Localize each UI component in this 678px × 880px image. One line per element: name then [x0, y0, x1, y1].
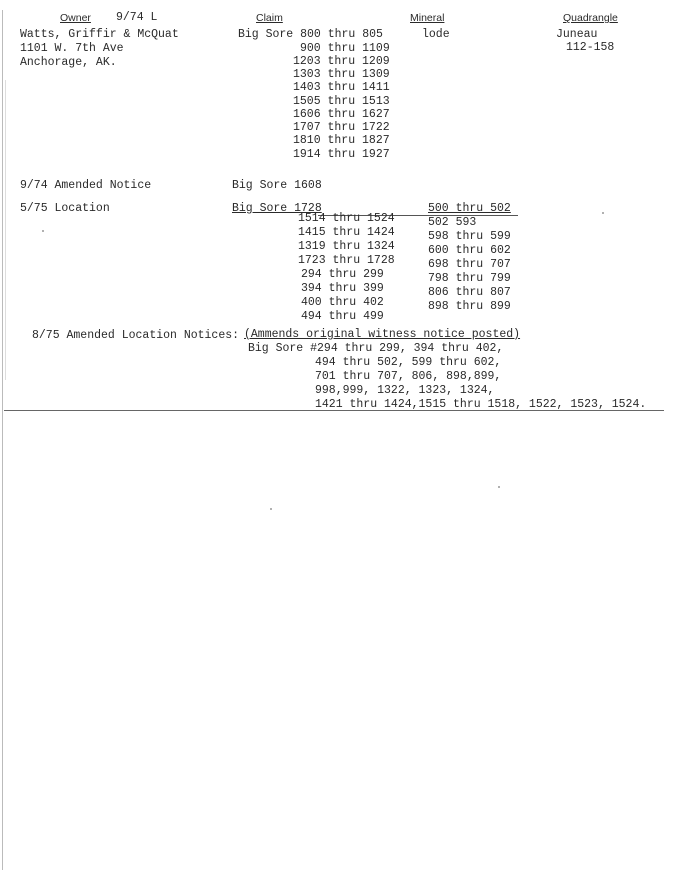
location-range: 400 thru 402: [301, 296, 384, 309]
date-mark: 9/74 L: [116, 11, 158, 24]
amended-notice-claim: Big Sore 1608: [232, 179, 322, 192]
location-range: 1415 thru 1424: [298, 226, 395, 239]
claim-line: 1810 thru 1827: [293, 134, 390, 147]
location-range-right: 600 thru 602: [428, 244, 511, 257]
scan-speck: [602, 212, 604, 214]
claim-line: 1606 thru 1627: [293, 108, 390, 121]
claim-header: Claim: [256, 12, 283, 24]
location-range-right: 698 thru 707: [428, 258, 511, 271]
claim-line: 1505 thru 1513: [293, 95, 390, 108]
location-range-right: 502 593: [428, 216, 477, 229]
location-range: 1514 thru 1524: [298, 212, 395, 225]
location-range-right: 500 thru 502: [428, 202, 511, 215]
scan-speck: [270, 508, 272, 510]
scan-margin-line: [5, 80, 6, 380]
scan-margin-line: [2, 10, 3, 870]
amended-notice-label: 9/74 Amended Notice: [20, 179, 152, 192]
scan-speck: [42, 230, 44, 232]
quadrangle-name: Juneau: [556, 28, 598, 41]
amended-location-line: Big Sore #294 thru 299, 394 thru 402,: [248, 342, 504, 355]
quadrangle-header: Quadrangle: [563, 12, 618, 24]
scan-speck: [498, 486, 500, 488]
claim-line: Big Sore 800 thru 805: [238, 28, 383, 41]
location-range: 1723 thru 1728: [298, 254, 395, 267]
amended-location-line: 1421 thru 1424,1515 thru 1518, 1522, 1523, 1524.: [315, 398, 647, 411]
location-label: 5/75 Location: [20, 202, 110, 215]
location-range-right: 898 thru 899: [428, 300, 511, 313]
location-range-right: 798 thru 799: [428, 272, 511, 285]
claim-line: 1707 thru 1722: [293, 121, 390, 134]
owner-name: Watts, Griffir & McQuat: [20, 28, 179, 41]
owner-header: Owner: [60, 12, 91, 24]
section-divider: [4, 410, 664, 411]
claim-line: 1203 thru 1209: [293, 55, 390, 68]
amended-location-note: (Ammends original witness notice posted): [244, 328, 521, 341]
amended-location-label: 8/75 Amended Location Notices:: [32, 329, 240, 342]
owner-city: Anchorage, AK.: [20, 56, 117, 69]
claim-line: 1303 thru 1309: [293, 68, 390, 81]
location-range-right: 806 thru 807: [428, 286, 511, 299]
amended-location-line: 998,999, 1322, 1323, 1324,: [315, 384, 495, 397]
claim-line: 900 thru 1109: [300, 42, 390, 55]
owner-street: 1101 W. 7th Ave: [20, 42, 124, 55]
amended-location-line: 494 thru 502, 599 thru 602,: [315, 356, 502, 369]
mineral-value: lode: [422, 28, 450, 41]
quadrangle-number: 112-158: [566, 41, 615, 54]
claim-line: 1914 thru 1927: [293, 148, 390, 161]
location-range: 394 thru 399: [301, 282, 384, 295]
mineral-header: Mineral: [410, 12, 445, 24]
location-claim-head: Big Sore 1728: [232, 202, 322, 215]
location-range-right: 598 thru 599: [428, 230, 511, 243]
claim-line: 1403 thru 1411: [293, 81, 390, 94]
location-range: 1319 thru 1324: [298, 240, 395, 253]
location-range: 494 thru 499: [301, 310, 384, 323]
amended-location-line: 701 thru 707, 806, 898,899,: [315, 370, 502, 383]
location-range: 294 thru 299: [301, 268, 384, 281]
